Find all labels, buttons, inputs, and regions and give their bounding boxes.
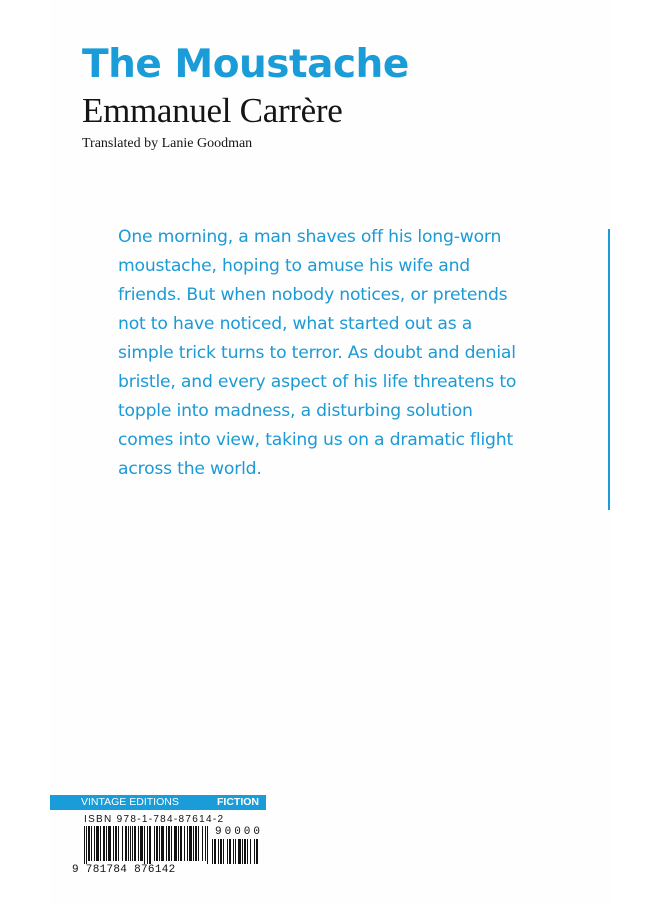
- barcode-bar: [156, 826, 158, 861]
- barcode-bar: [118, 826, 119, 861]
- barcode-bar: [94, 826, 95, 861]
- barcode-bar: [242, 839, 243, 864]
- blurb-line: bristle, and every aspect of his life threatens to: [118, 372, 517, 392]
- barcode-bar: [247, 839, 248, 864]
- barcode-bar: [84, 826, 85, 864]
- barcode-bar: [100, 826, 101, 861]
- barcode-bar: [106, 826, 107, 861]
- barcode-bar: [220, 839, 222, 864]
- barcode-bar: [174, 826, 177, 861]
- barcode-bar: [238, 839, 241, 864]
- barcode-bar: [138, 826, 139, 861]
- barcode-bar: [147, 826, 148, 864]
- barcode-bar: [91, 826, 92, 861]
- barcode-bar: [244, 839, 246, 864]
- barcode-addon-digits: 90000: [215, 826, 264, 838]
- barcode-bar: [189, 826, 192, 861]
- barcode-digits: 9 781784 876142: [72, 864, 176, 876]
- barcode-bar: [223, 839, 224, 864]
- barcode-bar: [108, 826, 111, 861]
- blurb-line: simple trick turns to terror. As doubt and denial: [118, 343, 516, 363]
- barcode-bar: [198, 826, 199, 861]
- barcode-bar: [125, 826, 127, 861]
- barcode-bar: [132, 826, 133, 861]
- barcode-bar: [256, 839, 258, 864]
- barcode-bar: [113, 826, 114, 861]
- barcode: [84, 826, 208, 864]
- series-label: VINTAGE EDITIONS: [81, 796, 179, 808]
- translator-credit: Translated by Lanie Goodman: [82, 136, 253, 151]
- barcode-bar: [134, 826, 136, 861]
- blurb-line: across the world.: [118, 459, 262, 479]
- barcode-bar: [212, 839, 213, 864]
- blurb-line: comes into view, taking us on a dramatic flight: [118, 430, 513, 450]
- blurb-line: topple into madness, a disturbing solution: [118, 401, 473, 421]
- imprint-bar: [50, 795, 266, 810]
- barcode-bar: [227, 839, 228, 864]
- blurb-line: moustache, hoping to amuse his wife and: [118, 256, 471, 276]
- barcode-bar: [140, 826, 143, 861]
- barcode-bar: [214, 839, 216, 864]
- author-name: Emmanuel Carrère: [82, 91, 343, 130]
- barcode-bar: [103, 826, 105, 861]
- barcode-bar: [229, 839, 231, 864]
- barcode-bar: [187, 826, 188, 861]
- barcode-bar: [115, 826, 117, 861]
- blurb-text: [118, 223, 570, 484]
- accent-rule: [608, 229, 610, 510]
- barcode-bar: [202, 826, 203, 861]
- book-title: The Moustache: [82, 42, 409, 87]
- barcode-bar: [161, 826, 164, 861]
- barcode-bar: [130, 826, 131, 861]
- barcode-bar: [86, 826, 87, 864]
- barcode-bar: [250, 839, 251, 864]
- barcode-bar: [171, 826, 172, 861]
- genre-label: FICTION: [217, 796, 259, 808]
- barcode-bar: [235, 839, 236, 864]
- blurb-line: friends. But when nobody notices, or pretends: [118, 285, 508, 305]
- barcode-bar: [166, 826, 167, 861]
- barcode-bar: [233, 839, 234, 864]
- barcode-bar: [184, 826, 185, 861]
- barcode-bar: [254, 839, 255, 864]
- barcode-addon: [212, 839, 266, 864]
- isbn-label: ISBN 978-1-784-87614-2: [84, 814, 225, 825]
- blurb-line: One morning, a man shaves off his long-worn: [118, 227, 502, 247]
- barcode-bar: [180, 826, 182, 861]
- barcode-bar: [205, 826, 206, 861]
- barcode-bar: [195, 826, 197, 861]
- barcode-bar: [128, 826, 129, 861]
- barcode-bar: [154, 826, 155, 861]
- barcode-bar: [178, 826, 179, 861]
- barcode-bar: [193, 826, 194, 861]
- barcode-bar: [122, 826, 123, 861]
- barcode-bar: [168, 826, 170, 861]
- barcode-bar: [96, 826, 99, 861]
- barcode-bar: [144, 826, 145, 864]
- barcode-bar: [88, 826, 90, 861]
- barcode-bar: [207, 826, 208, 864]
- barcode-bar: [218, 839, 219, 864]
- barcode-bar: [159, 826, 160, 861]
- barcode-bar: [149, 826, 151, 864]
- blurb-line: not to have noticed, what started out as a: [118, 314, 473, 334]
